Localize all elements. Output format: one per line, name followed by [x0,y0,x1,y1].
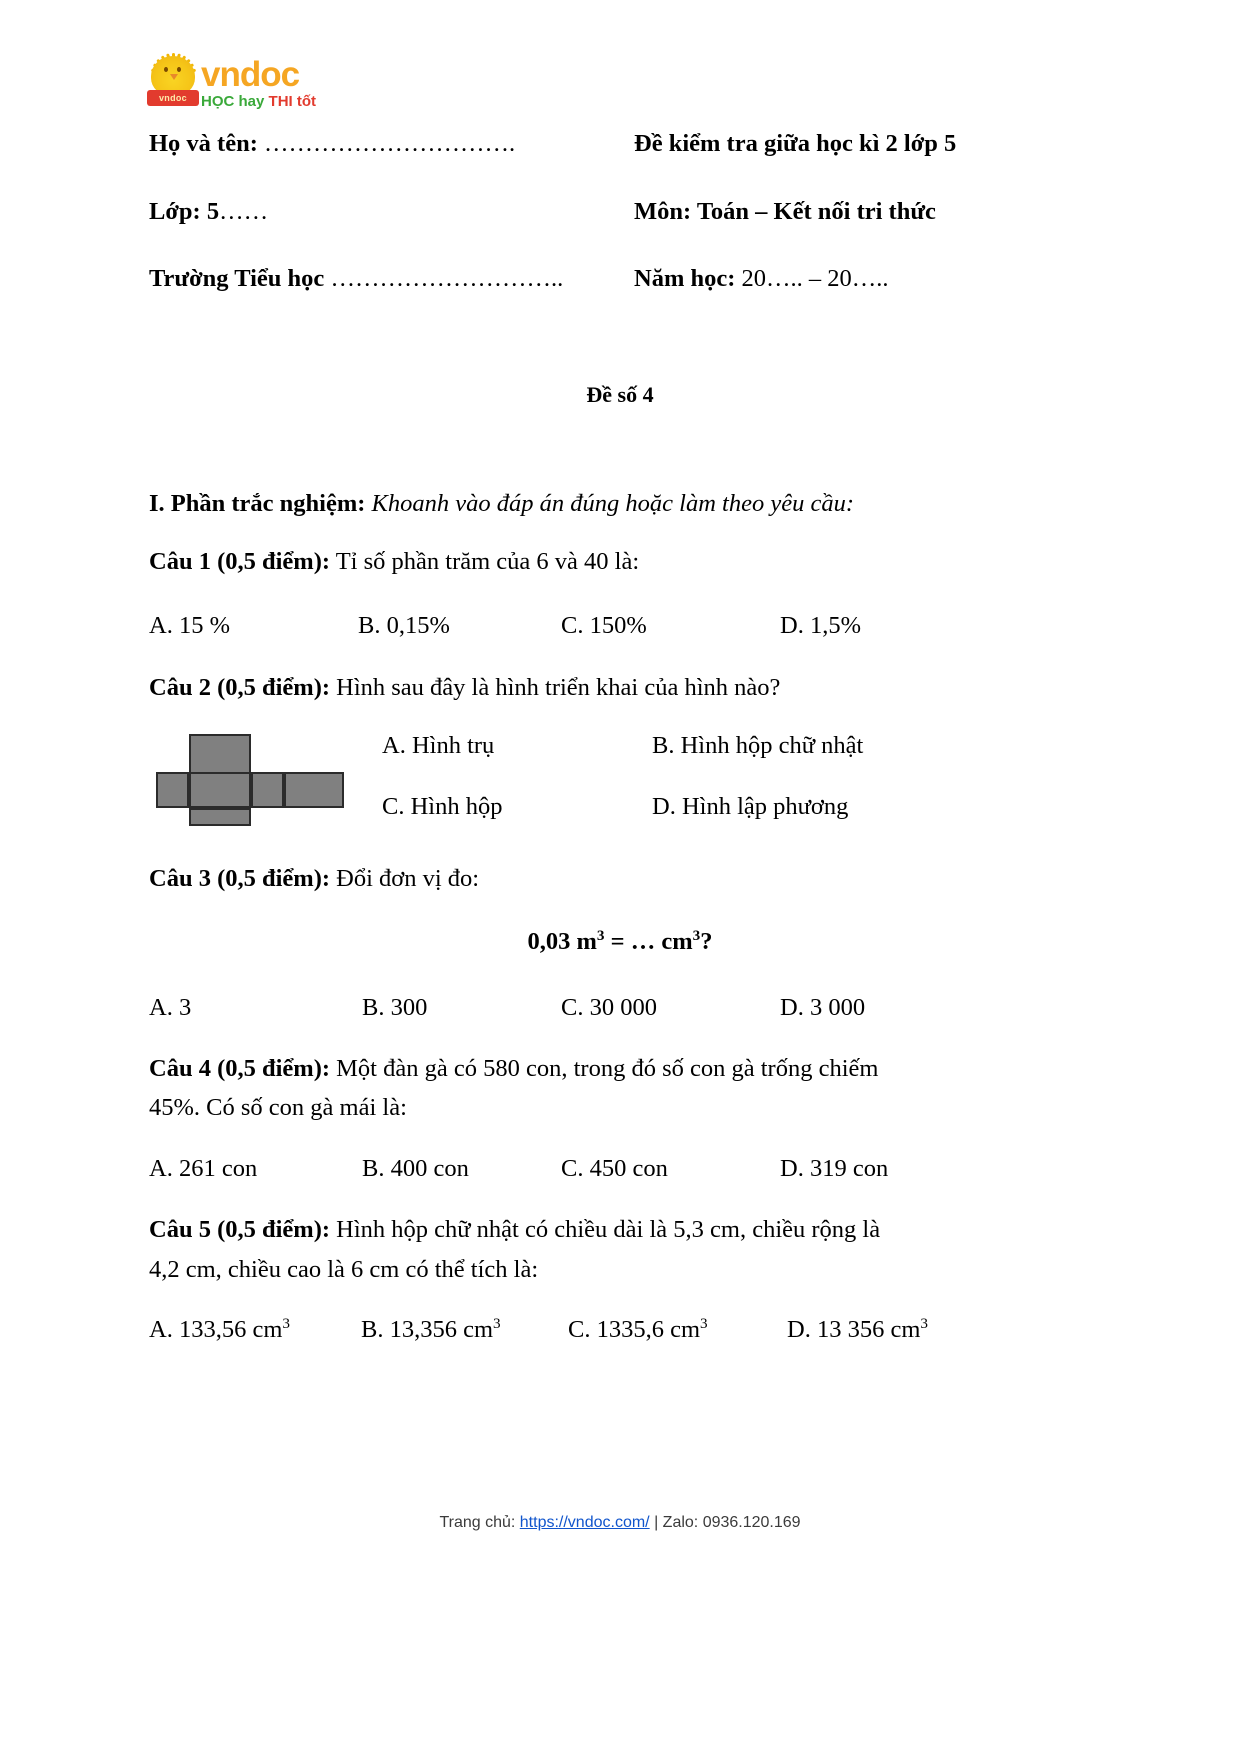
header-row-name [149,132,1091,157]
footer-suffix: | Zalo: 0936.120.169 [649,1514,801,1531]
question-4-options [149,1155,1091,1183]
question-4-option-c[interactable]: C. 450 con [561,1154,668,1182]
question-5-label: Câu 5 (0,5 điểm): [149,1215,331,1243]
section-1-title: I. Phần trắc nghiệm: [149,490,366,518]
question-2-option-d[interactable]: D. Hình lập phương [652,792,849,820]
question-2-option-c[interactable]: C. Hình hộp [382,792,503,820]
logo-tagline-left: HỌC hay [201,93,265,110]
question-5-text-line-1: Hình hộp chữ nhật có chiều dài là 5,3 cm, chiều rộng là [336,1215,881,1243]
section-1-heading [149,484,1091,524]
question-4-option-d[interactable]: D. 319 con [780,1154,889,1182]
question-3-formula [149,922,1091,962]
question-3-label: Câu 3 (0,5 điểm): [149,865,331,893]
question-4-label: Câu 4 (0,5 điểm): [149,1054,331,1082]
class-label: Lớp: 5 [149,197,220,225]
question-3-option-c[interactable]: C. 30 000 [561,993,657,1021]
class-field [149,197,634,225]
question-4-prompt [149,1049,1091,1089]
question-2-options-row-1 [382,734,1091,759]
question-2-option-a[interactable]: A. Hình trụ [382,732,495,760]
question-2-text: Hình sau đây là hình triển khai của hình nào? [336,673,781,701]
footer-home-link[interactable]: https://vndoc.com/ [519,1514,650,1531]
question-5-option-c[interactable]: C. 1335,6 $cm^3$ [568,1315,708,1344]
exam-number: Đề số 4 [586,381,654,407]
question-2-options [344,734,1091,819]
net-cell-right-end [284,772,344,808]
school-label: Trường Tiểu học [149,265,325,292]
question-3-option-b[interactable]: B. 300 [362,993,428,1021]
question-3-option-d[interactable]: D. 3 000 [780,993,866,1021]
question-2-label: Câu 2 (0,5 điểm): [149,673,331,701]
question-5-option-b[interactable]: B. 13,356 $cm^3$ [361,1315,501,1344]
school-field [149,267,634,292]
question-5-prompt [149,1210,1091,1250]
logo-word: vndoc [201,55,300,94]
question-3-text: Đổi đơn vị đo: [336,865,480,893]
logo-ribbon-badge: vndoc [147,90,199,106]
question-3-formula-suffix: ? [700,927,713,955]
school-year-value: 20….. – 20….. [741,265,889,292]
question-5-option-a[interactable]: A. 133,56 $cm^3$ [149,1315,290,1344]
question-3-formula-prefix: 0,03 m [527,927,597,955]
header-row-class [149,197,1091,225]
page-footer [0,1514,1240,1532]
header-row-school [149,267,1091,292]
net-cell-middle-1 [189,772,251,808]
question-3-formula-sup1: 3 [596,926,605,944]
question-1-option-c[interactable]: C. 150% [561,611,647,639]
question-4-text-line-1: Một đàn gà có 580 con, trong đó số con gà trống chiếm [336,1054,879,1082]
question-3-formula-mid: = … cm [604,927,693,955]
question-3-options [149,994,1091,1022]
question-5-option-d[interactable]: D. 13 356 $cm^3$ [787,1315,928,1344]
net-cell-bottom [189,808,251,826]
net-cell-left-end [156,772,189,808]
exam-title: Đề kiểm tra giữa học kì 2 lớp 5 [634,130,957,157]
question-3-formula-sup2: 3 [692,926,701,944]
class-value: …… [219,197,269,225]
question-3-option-a[interactable]: A. 3 [149,993,192,1021]
question-1-option-a[interactable]: A. 15 % [149,611,230,639]
question-1-text: Tỉ số phần trăm của 6 và 40 là: [335,547,640,575]
document-body [149,0,1091,1344]
student-name-value: …………………………. [264,130,516,157]
student-name-field [149,132,634,157]
question-2-body [149,734,1091,826]
net-cell-top [189,734,251,774]
student-name-label: Họ và tên: [149,130,258,157]
question-5-options [149,1316,1091,1344]
question-2-option-b[interactable]: B. Hình hộp chữ nhật [652,732,864,760]
school-year-label: Năm học: [634,265,736,292]
question-4-option-b[interactable]: B. 400 con [362,1154,469,1182]
net-diagram [156,734,344,826]
question-1-label: Câu 1 (0,5 điểm): [149,547,331,575]
question-2-options-row-2 [382,792,1091,820]
question-1-options [149,612,1091,640]
footer-prefix: Trang chủ: [439,1514,520,1531]
school-year-field [634,267,1091,292]
question-4-text-line-2: 45%. Có số con gà mái là: [149,1094,407,1122]
question-1-option-d[interactable]: D. 1,5% [780,611,861,639]
question-1-prompt [149,542,1091,582]
question-3-prompt [149,859,1091,899]
question-2-prompt [149,668,1091,708]
section-1-instruction: Khoanh vào đáp án đúng hoặc làm theo yêu cầu: [371,490,854,518]
school-value: ……………………….. [330,265,564,292]
question-1-option-b[interactable]: B. 0,15% [358,611,450,639]
subject-label: Môn: Toán – Kết nối tri thức [634,197,936,225]
net-cell-middle-2 [251,772,284,808]
logo-tagline-right: THI tốt [268,93,317,110]
question-5-text-line-2: 4,2 cm, chiều cao là 6 cm có thể tích là: [149,1255,539,1283]
question-4-option-a[interactable]: A. 261 con [149,1154,258,1182]
